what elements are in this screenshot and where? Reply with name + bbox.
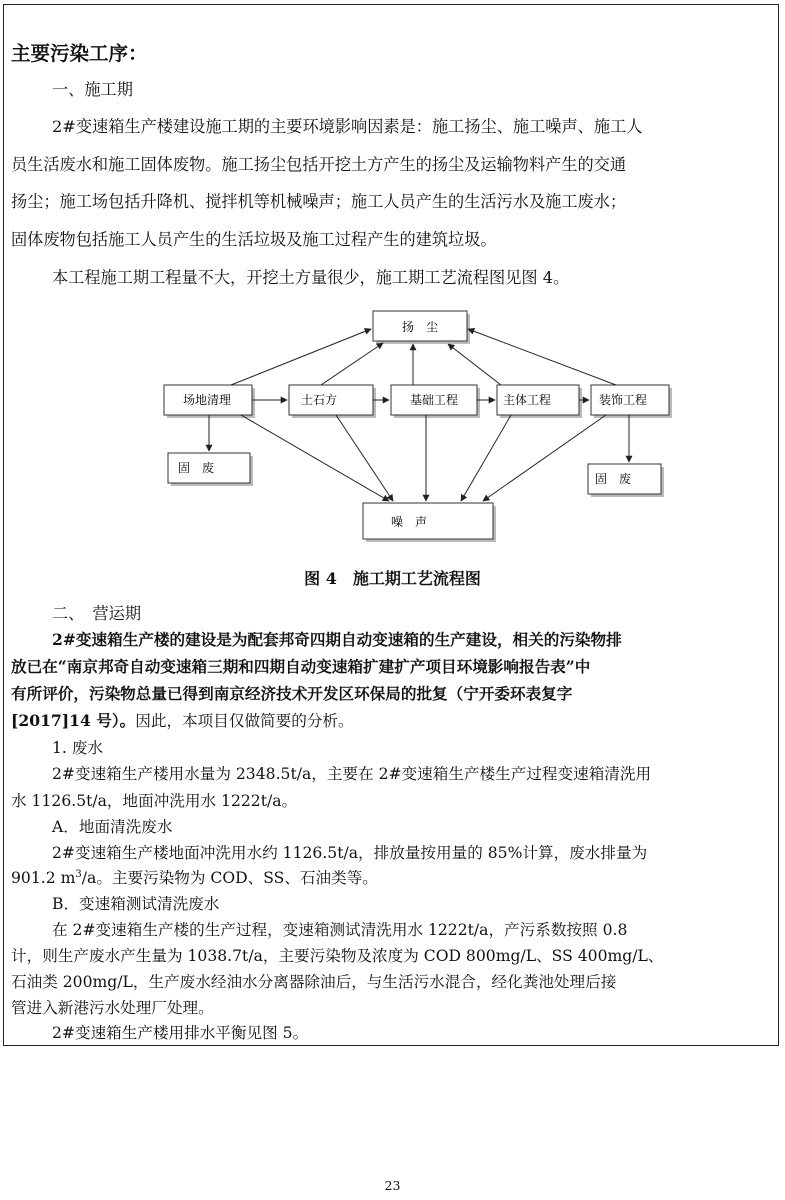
box-solid-waste-right — [588, 464, 664, 497]
dust-label: 扬 尘 — [401, 320, 439, 334]
section1-title: 一、施工期 — [52, 80, 133, 99]
paragraph-line: 计，则生产废水产生量为 1038.7t/a，主要污染物及浓度为 COD 800mg/L、SS 400mg/L、 — [11, 947, 664, 965]
paragraph-line: 管进入新港污水处理厂处理。 — [11, 999, 214, 1017]
pollutant-text: /a。主要污染物为 COD、SS、石油类等。 — [81, 869, 378, 887]
noise-label: 噪 声 — [390, 515, 428, 529]
paragraph-line: 本工程施工期工程量不大，开挖土方量很少，施工期工艺流程图见图 4。 — [52, 268, 570, 287]
box-solid-waste-left — [168, 453, 253, 486]
analysis-note: 因此，本项目仅做简要的分析。 — [135, 712, 354, 730]
subheading-a: A．地面清洗废水 — [52, 818, 173, 836]
box-foundation — [391, 385, 480, 418]
paragraph-line: 2#变速箱生产楼用水量为 2348.5t/a，主要在 2#变速箱生产楼生产过程变速箱清洗用 — [52, 765, 652, 783]
paragraph-line: 2#变速箱生产楼用排水平衡见图 5。 — [52, 1024, 309, 1042]
paragraph-line: 员生活废水和施工固体废物。施工扬尘包括开挖土方产生的扬尘及运输物料产生的交通 — [11, 155, 627, 174]
foundation-label: 基础工程 — [409, 393, 459, 407]
paragraph-line: 扬尘；施工场包括升降机、搅拌机等机械噪声；施工人员产生的生活污水及施工废水； — [11, 192, 627, 211]
paragraph-line: 水 1126.5t/a，地面冲洗用水 1222t/a。 — [11, 792, 298, 810]
earth-label: 土石方 — [300, 393, 338, 407]
paragraph-line: 2#变速箱生产楼地面冲洗用水约 1126.5t/a，排放量按用量的 85%计算，废水排量为 — [52, 844, 648, 862]
box-noise — [363, 503, 496, 542]
paragraph-line: 在 2#变速箱生产楼的生产过程，变速箱测试清洗用水 1222t/a，产污系数按照 0.8 — [52, 921, 628, 939]
bold-paragraph-line: 2#变速箱生产楼的建设是为配套邦奇四期自动变速箱的生产建设，相关的污染物排 — [52, 630, 622, 649]
box-earthwork — [289, 385, 376, 418]
subheading-b: B．变速箱测试清洗废水 — [52, 895, 220, 913]
paragraph-line — [11, 868, 378, 888]
main-label: 主体工程 — [502, 393, 552, 407]
box-decoration — [591, 385, 672, 418]
bold-paragraph-line: 有所评价，污染物总量已得到南京经济技术开发区环保局的批复（宁开委环表复字 — [11, 684, 573, 703]
bold-paragraph-line: 放已在“南京邦奇自动变速箱三期和四期自动变速箱扩建扩产项目环境影响报告表”中 — [11, 657, 591, 676]
superscript: 3 — [75, 868, 82, 880]
waste-left-label: 固 废 — [177, 461, 215, 475]
paragraph-line: 石油类 200mg/L，生产废水经油水分离器除油后，与生活污水混合，经化粪池处理后接 — [11, 973, 617, 991]
paragraph-line: 2#变速箱生产楼建设施工期的主要环境影响因素是：施工扬尘、施工噪声、施工人 — [52, 117, 643, 136]
decor-label: 装饰工程 — [598, 393, 648, 407]
volume-value: 901.2 m — [11, 869, 76, 887]
box-dust — [373, 311, 470, 344]
box-main-structure — [497, 385, 582, 418]
subheading-wastewater: 1. 废水 — [52, 739, 104, 757]
waste-right-label: 固 废 — [594, 472, 632, 486]
paragraph-line: 固体废物包括施工人员产生的生活垃圾及施工过程产生的建筑垃圾。 — [11, 230, 497, 249]
bold-approval-number: [2017]14 号）。 — [11, 711, 136, 730]
site-label: 场地清理 — [182, 393, 232, 407]
figure-caption: 图 4 施工期工艺流程图 — [304, 569, 481, 588]
section2-title: 二、 营运期 — [52, 604, 142, 623]
section-heading: 主要污染工序： — [11, 42, 148, 65]
construction-flow-diagram — [161, 305, 673, 547]
page-number: 23 — [384, 1178, 401, 1193]
box-site-clearing — [164, 385, 255, 418]
paragraph-line — [11, 711, 354, 731]
